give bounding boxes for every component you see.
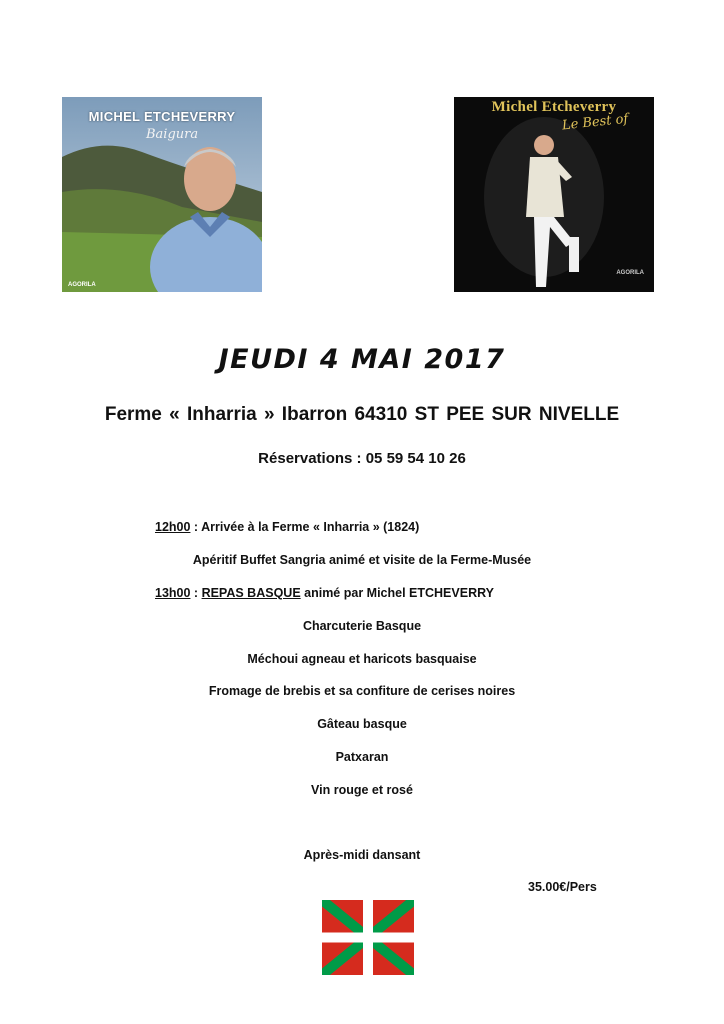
- album-label: AGORILA: [68, 282, 96, 288]
- menu-item: Gâteau basque: [317, 717, 407, 731]
- meal-time: 13h00: [155, 586, 191, 600]
- menu-item: Vin rouge et rosé: [311, 783, 413, 797]
- basque-flag-icon: [322, 900, 414, 975]
- arrival-text: : Arrivée à la Ferme « Inharria » (1824): [190, 520, 420, 534]
- album-label: AGORILA: [616, 270, 644, 276]
- album-cover-best-of: [454, 97, 654, 292]
- menu-item: Méchoui agneau et haricots basquaise: [247, 652, 477, 666]
- meal-sep: :: [190, 586, 202, 600]
- menu-item: Charcuterie Basque: [302, 619, 422, 633]
- aperitif-detail: Apéritif Buffet Sangria animé et visite de la Ferme-Musée: [192, 553, 532, 567]
- album-title: Le Best of: [561, 111, 629, 134]
- album-cover-baigura: [62, 97, 262, 292]
- program-arrival: [155, 520, 419, 534]
- album-title: Baigura: [146, 127, 199, 142]
- meal-text: animé par Michel ETCHEVERRY: [300, 586, 494, 600]
- flag-cross-horizontal: [322, 933, 414, 943]
- event-venue: Ferme « Inharria » Ibarron 64310 ST PEE SUR NIVELLE: [104, 404, 620, 425]
- menu-item: Fromage de brebis et sa confiture de cerises noires: [208, 684, 516, 698]
- price: 35.00€/Pers: [528, 880, 597, 894]
- reservations-phone: Réservations : 05 59 54 10 26: [258, 450, 466, 467]
- program-meal: [155, 586, 494, 600]
- album-artist: Michel Etcheverry: [491, 99, 617, 115]
- album-artist: MICHEL ETCHEVERRY: [88, 109, 236, 124]
- meal-title: REPAS BASQUE: [201, 586, 301, 600]
- afternoon-dance: Après-midi dansant: [303, 848, 421, 862]
- menu-item: Patxaran: [335, 750, 389, 764]
- arrival-time: 12h00: [155, 520, 191, 534]
- event-date: JEUDI 4 MAI 2017: [218, 344, 506, 375]
